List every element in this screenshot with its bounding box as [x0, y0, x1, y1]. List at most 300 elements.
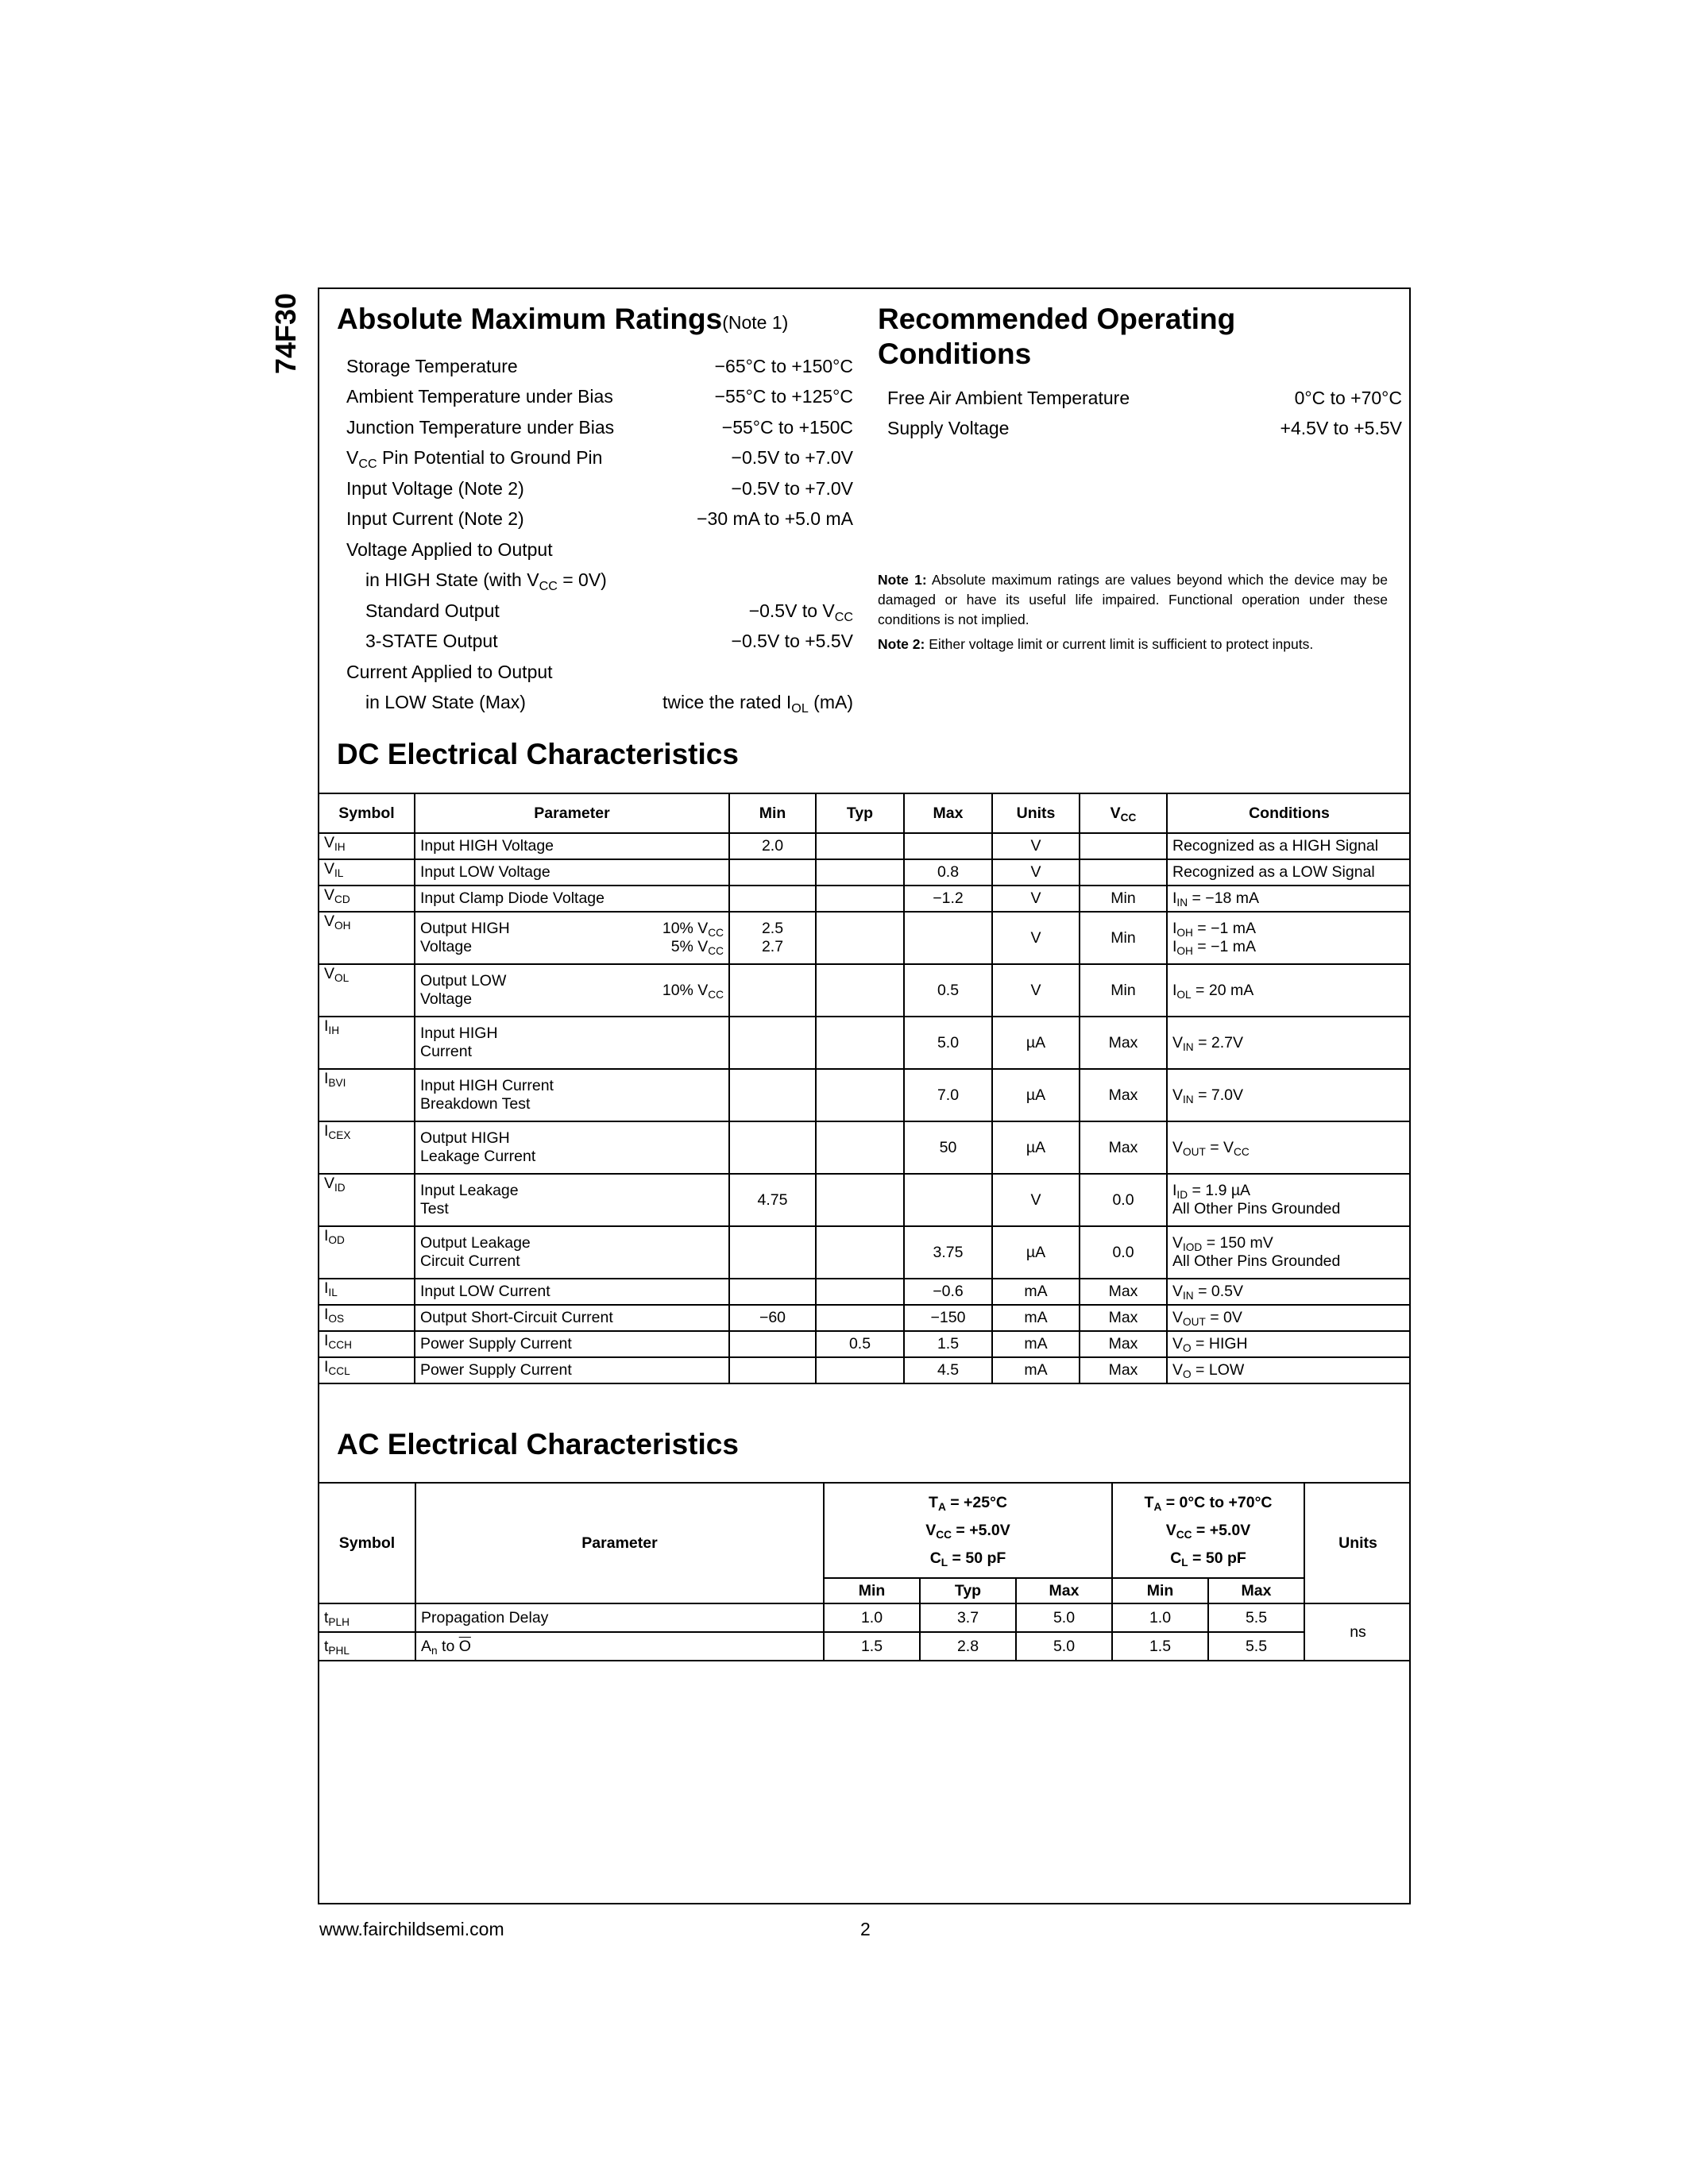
dc-row — [319, 859, 1411, 886]
footer-page-number: 2 — [860, 1919, 871, 1939]
dc-condition-rest: = 0V — [1205, 1309, 1242, 1326]
ac-value: 5.0 — [1016, 1603, 1112, 1632]
dc-parameter-side-sub: CC — [708, 988, 724, 1001]
dc-condition-sub: OUT — [1183, 1316, 1206, 1329]
ac-value: 5.5 — [1208, 1632, 1304, 1661]
dc-typ — [816, 1069, 904, 1121]
abs-max-row — [337, 473, 853, 504]
dc-min — [729, 1174, 816, 1226]
dc-parameter-line: Input HIGH Current — [420, 1077, 554, 1094]
dc-min — [729, 1017, 816, 1069]
dc-min — [729, 1226, 816, 1279]
ac-symbol-main: t — [324, 1608, 329, 1626]
dc-row — [319, 912, 1411, 964]
rec-op-label: Free Air Ambient Temperature — [887, 387, 1130, 408]
dc-row — [319, 964, 1411, 1017]
dc-min — [729, 1357, 816, 1383]
dc-symbol-sub: CCL — [328, 1365, 350, 1378]
dc-parameter-line: Current — [420, 1043, 473, 1060]
dc-conditions — [1167, 1069, 1411, 1121]
dc-symbol-main: I — [324, 1017, 329, 1035]
dc-conditions — [1167, 1121, 1411, 1174]
ac-subheader-max: Max — [1016, 1578, 1112, 1603]
dc-header-units: Units — [992, 793, 1080, 833]
ac-subheader-min: Min — [1112, 1578, 1208, 1603]
dc-symbol-sub: OD — [328, 1234, 345, 1247]
dc-max — [904, 1017, 992, 1069]
dc-parameter-line: Voltage — [420, 990, 473, 1008]
dc-symbol-sub: IL — [334, 867, 344, 880]
ac-symbol — [319, 1603, 415, 1632]
dc-symbol-sub: ID — [334, 1182, 346, 1194]
dc-condition-rest: = 7.0V — [1193, 1086, 1244, 1104]
abs-max-label — [337, 657, 643, 688]
dc-symbol-sub: OL — [334, 972, 350, 985]
dc-max-value: 0.8 — [937, 863, 960, 881]
abs-max-label — [337, 565, 643, 596]
dc-conditions — [1167, 833, 1411, 859]
dc-symbol-sub: OH — [334, 920, 351, 932]
abs-max-value-text: −55°C to +125°C — [714, 386, 853, 407]
dc-vcc-value: 0.0 — [1112, 1243, 1134, 1261]
dc-units-value: V — [1030, 889, 1041, 907]
dc-symbol-sub: CCH — [328, 1339, 352, 1352]
ac-parameter — [415, 1603, 824, 1632]
absolute-max-ratings-table — [337, 351, 853, 718]
dc-condition-sub: IOD — [1183, 1241, 1203, 1254]
dc-condition-sub: ID — [1176, 1189, 1188, 1202]
dc-symbol-main: I — [324, 1332, 329, 1349]
abs-max-label-text: Standard Output — [365, 600, 500, 621]
abs-max-value — [643, 596, 853, 627]
dc-units-value: mA — [1024, 1309, 1048, 1326]
dc-typ — [816, 859, 904, 886]
dc-typ — [816, 1174, 904, 1226]
dc-parameter — [415, 1357, 729, 1383]
abs-max-value — [643, 473, 853, 504]
abs-max-row — [337, 443, 853, 474]
abs-max-value — [643, 534, 853, 565]
dc-symbol-main: I — [324, 1358, 329, 1376]
dc-vcc-value: Max — [1108, 1309, 1138, 1326]
note-2 — [878, 635, 1388, 654]
dc-parameter-line: Power Supply Current — [420, 1361, 572, 1379]
dc-condition-rest: All Other Pins Grounded — [1172, 1200, 1341, 1217]
dc-condition-main: V — [1172, 1138, 1184, 1156]
ac-header-group-range: $T_A = 0^\circ C$ to +70°C $V_{CC} = +5.0V$ $C_L = 50$ pF — [1112, 1483, 1304, 1578]
rec-op-row — [878, 383, 1402, 414]
abs-max-label-text: Voltage Applied to Output — [346, 538, 553, 560]
dc-max-value: −1.2 — [933, 889, 964, 907]
page-frame — [318, 287, 1411, 1904]
ac-header-parameter: Parameter — [415, 1483, 824, 1603]
dc-symbol — [319, 1017, 415, 1069]
abs-max-label-text: in LOW State (Max) — [365, 692, 526, 713]
dc-max — [904, 859, 992, 886]
dc-header-vcc: $V_{CC}$ — [1080, 793, 1167, 833]
dc-typ — [816, 912, 904, 964]
recommended-operating-section — [878, 302, 1402, 444]
dc-max-value: −0.6 — [933, 1283, 964, 1300]
dc-min-value: 2.0 — [761, 837, 784, 855]
dc-parameter-line: Input HIGH — [420, 1024, 498, 1042]
dc-symbol — [319, 912, 415, 964]
dc-typ — [816, 964, 904, 1017]
dc-condition-main: V — [1172, 1033, 1184, 1051]
dc-parameter-line: Test — [420, 1200, 449, 1217]
abs-max-row — [337, 382, 853, 413]
dc-vcc — [1080, 1226, 1167, 1279]
dc-condition-line — [1172, 938, 1406, 956]
dc-parameter-lines — [420, 972, 506, 1009]
dc-symbol-sub: IH — [328, 1024, 340, 1037]
dc-condition-rest: Recognized as a LOW Signal — [1172, 863, 1375, 881]
dc-parameter — [415, 1331, 729, 1357]
abs-max-value-main: twice the rated I — [662, 692, 792, 713]
abs-max-row — [337, 688, 853, 719]
ac-header-symbol: Symbol — [319, 1483, 415, 1603]
dc-parameter-side — [662, 982, 724, 1000]
dc-row — [319, 1279, 1411, 1305]
dc-condition-line — [1172, 1309, 1406, 1327]
dc-vcc-value: Max — [1108, 1335, 1138, 1352]
dc-parameter-side-main: 5% V — [670, 938, 709, 955]
dc-header-typ: Typ — [816, 793, 904, 833]
dc-symbol — [319, 1069, 415, 1121]
recommended-operating-table — [878, 383, 1402, 444]
abs-max-value-text: −0.5V to +5.5V — [731, 631, 853, 652]
abs-max-label — [337, 382, 643, 413]
ac-value: 1.5 — [824, 1632, 920, 1661]
dc-max-value: 50 — [939, 1138, 957, 1156]
dc-typ — [816, 1017, 904, 1069]
dc-parameter-line: Leakage Current — [420, 1148, 536, 1165]
dc-typ — [816, 886, 904, 912]
dc-row — [319, 1121, 1411, 1174]
dc-condition-main: I — [1172, 920, 1177, 937]
dc-parameter — [415, 1069, 729, 1121]
dc-parameter — [415, 859, 729, 886]
dc-row — [319, 886, 1411, 912]
abs-max-value-sub: CC — [834, 609, 853, 624]
dc-vcc-value: Min — [1111, 981, 1136, 999]
dc-parameter-line: Input Leakage — [420, 1182, 519, 1199]
dc-min-line: 2.7 — [761, 938, 784, 955]
dc-min-value: −60 — [759, 1309, 786, 1326]
dc-symbol-main: V — [324, 913, 335, 930]
dc-symbol-main: V — [324, 834, 335, 851]
dc-max-value: 4.5 — [937, 1361, 960, 1379]
abs-max-value-text: −0.5V to +7.0V — [731, 447, 853, 469]
dc-parameter-line: Power Supply Current — [420, 1335, 572, 1352]
dc-min-value: 4.75 — [757, 1190, 788, 1209]
abs-max-value-sub: OL — [791, 701, 809, 716]
dc-units — [992, 886, 1080, 912]
dc-symbol — [319, 1331, 415, 1357]
dc-max — [904, 1226, 992, 1279]
note-text: Either voltage limit or current limit is sufficient to protect inputs. — [929, 636, 1314, 652]
ac-subheader-max: Max — [1208, 1578, 1304, 1603]
dc-symbol — [319, 1279, 415, 1305]
abs-max-value — [643, 657, 853, 688]
ac-symbol-sub: PLH — [328, 1615, 350, 1628]
abs-max-label-main: in HIGH State (with V — [365, 569, 539, 591]
dc-vcc — [1080, 859, 1167, 886]
dc-parameter-line — [420, 920, 724, 938]
dc-typ — [816, 1305, 904, 1331]
dc-max — [904, 1279, 992, 1305]
dc-condition-line — [1172, 1361, 1406, 1379]
abs-max-label-rest: Pin Potential to Ground Pin — [377, 447, 603, 469]
note-1 — [878, 570, 1388, 630]
ac-subheader-min: Min — [824, 1578, 920, 1603]
dc-vcc-value: Max — [1108, 1138, 1138, 1156]
ac-parameter-line2-sub: n — [431, 1644, 438, 1657]
ac-value: 2.8 — [920, 1632, 1016, 1661]
dc-characteristics-table — [319, 793, 1411, 1384]
dc-parameter-side — [671, 938, 724, 956]
dc-conditions — [1167, 859, 1411, 886]
ac-value: 1.0 — [1112, 1603, 1208, 1632]
dc-units — [992, 1357, 1080, 1383]
dc-condition-main: V — [1172, 1309, 1184, 1326]
dc-header-parameter: Parameter — [415, 793, 729, 833]
dc-condition-sub: IN — [1183, 1290, 1194, 1302]
ac-parameter-line2-main: A — [421, 1637, 432, 1655]
dc-units — [992, 912, 1080, 964]
dc-parameter — [415, 1017, 729, 1069]
dc-max-value: −150 — [930, 1309, 966, 1326]
dc-row — [319, 833, 1411, 859]
part-number-label: 74F30 — [269, 292, 302, 375]
ac-header-units: Units — [1304, 1483, 1411, 1603]
recommended-operating-title: Recommended Operating Conditions — [878, 303, 1236, 370]
dc-vcc — [1080, 1279, 1167, 1305]
dc-condition-rest: = LOW — [1191, 1361, 1245, 1379]
dc-condition-sub: IN — [1183, 1040, 1194, 1053]
dc-parameter-text: Output HIGH — [420, 920, 510, 937]
ac-parameter-overline-o: $\overline{O}$ — [458, 1637, 471, 1655]
dc-symbol-main: I — [324, 1306, 329, 1323]
abs-max-row — [337, 627, 853, 658]
dc-condition-rest: = −1 mA — [1192, 938, 1257, 955]
ac-characteristics-title: AC Electrical Characteristics — [337, 1428, 739, 1461]
abs-max-value — [643, 565, 853, 596]
dc-condition-line — [1172, 1086, 1406, 1105]
dc-parameter-line — [420, 938, 724, 956]
dc-max-value: 7.0 — [937, 1086, 960, 1104]
notes-block — [878, 570, 1388, 659]
dc-conditions — [1167, 1174, 1411, 1226]
abs-max-label-sub: CC — [539, 579, 558, 594]
abs-max-label — [337, 473, 643, 504]
abs-max-label — [337, 504, 643, 535]
dc-row — [319, 1017, 1411, 1069]
dc-characteristics-title: DC Electrical Characteristics — [337, 738, 739, 770]
dc-symbol-sub: OS — [328, 1313, 345, 1325]
abs-max-label — [337, 534, 643, 565]
dc-conditions — [1167, 912, 1411, 964]
dc-condition-sub: OH — [1176, 945, 1193, 958]
dc-parameter-side-main: 10% V — [662, 981, 709, 999]
abs-max-value-rest: (mA) — [808, 692, 853, 713]
abs-max-label-text: Input Voltage (Note 2) — [346, 477, 524, 499]
dc-vcc-value: Max — [1108, 1033, 1138, 1051]
ac-header-group-25c: $T_A = +25^\circ C$ $V_{CC} = +5.0V$ $C_L = 50$ pF — [824, 1483, 1112, 1578]
dc-units-value: V — [1030, 981, 1041, 999]
dc-max — [904, 1305, 992, 1331]
dc-parameter — [415, 964, 729, 1017]
dc-conditions — [1167, 1017, 1411, 1069]
dc-condition-main: I — [1172, 938, 1177, 955]
dc-conditions — [1167, 1357, 1411, 1383]
dc-parameter — [415, 1226, 729, 1279]
dc-vcc — [1080, 1017, 1167, 1069]
abs-max-value-main: −0.5V to V — [748, 600, 835, 621]
dc-typ — [816, 1279, 904, 1305]
dc-symbol-sub: CD — [334, 893, 350, 906]
dc-symbol-main: V — [324, 965, 335, 982]
dc-header-min: Min — [729, 793, 816, 833]
rec-op-row — [878, 414, 1402, 445]
dc-parameter-line: Input Clamp Diode Voltage — [420, 889, 605, 907]
abs-max-value — [643, 443, 853, 474]
dc-vcc-value: Max — [1108, 1361, 1138, 1379]
dc-condition-line — [1172, 889, 1406, 908]
dc-vcc — [1080, 1069, 1167, 1121]
dc-symbol-sub: IL — [328, 1287, 338, 1299]
abs-max-row — [337, 412, 853, 443]
abs-max-value-text: −30 mA to +5.0 mA — [697, 508, 853, 530]
dc-min — [729, 1305, 816, 1331]
dc-condition-sub: OH — [1176, 927, 1193, 940]
footer-website: www.fairchildsemi.com — [319, 1919, 504, 1939]
dc-max — [904, 1069, 992, 1121]
dc-units — [992, 1226, 1080, 1279]
dc-vcc — [1080, 1331, 1167, 1357]
dc-row — [319, 1357, 1411, 1383]
dc-min — [729, 1121, 816, 1174]
dc-condition-sub: OUT — [1183, 1145, 1206, 1158]
dc-max — [904, 964, 992, 1017]
dc-header-max: Max — [904, 793, 992, 833]
abs-max-row — [337, 657, 853, 688]
dc-vcc — [1080, 964, 1167, 1017]
dc-condition-main: I — [1172, 889, 1177, 907]
dc-conditions — [1167, 1305, 1411, 1331]
ac-characteristics-table — [319, 1482, 1411, 1661]
dc-min — [729, 964, 816, 1017]
dc-units-value: V — [1030, 863, 1041, 881]
dc-max — [904, 833, 992, 859]
abs-max-label — [337, 627, 643, 658]
abs-max-value — [643, 382, 853, 413]
abs-max-value — [643, 504, 853, 535]
dc-condition-rest: = V — [1205, 1138, 1234, 1156]
abs-max-value-text: −65°C to +150°C — [714, 355, 853, 376]
dc-conditions — [1167, 886, 1411, 912]
dc-condition-line — [1172, 982, 1406, 1000]
dc-typ — [816, 1121, 904, 1174]
dc-condition-main: V — [1172, 1335, 1184, 1352]
dc-max-value: 1.5 — [937, 1335, 960, 1352]
abs-max-value-text: −0.5V to +7.0V — [731, 477, 853, 499]
dc-parameter — [415, 833, 729, 859]
abs-max-label — [337, 443, 643, 474]
dc-parameter-line: Input HIGH Voltage — [420, 837, 554, 855]
dc-typ — [816, 1357, 904, 1383]
dc-units — [992, 1331, 1080, 1357]
dc-parameter — [415, 1279, 729, 1305]
dc-units — [992, 1017, 1080, 1069]
ac-parameter-line1: Propagation Delay — [421, 1608, 549, 1626]
dc-condition-main: V — [1172, 1361, 1184, 1379]
ac-symbol — [319, 1632, 415, 1661]
dc-parameter — [415, 886, 729, 912]
dc-typ — [816, 1331, 904, 1357]
dc-units — [992, 859, 1080, 886]
dc-vcc — [1080, 886, 1167, 912]
abs-max-label-text: Input Current (Note 2) — [346, 508, 524, 530]
dc-units-value: mA — [1024, 1283, 1048, 1300]
dc-max — [904, 912, 992, 964]
dc-max-value: 0.5 — [937, 981, 960, 999]
abs-max-label-text: Junction Temperature under Bias — [346, 416, 615, 438]
dc-units — [992, 964, 1080, 1017]
abs-max-row — [337, 534, 853, 565]
abs-max-value — [643, 351, 853, 382]
dc-units-value: V — [1030, 837, 1041, 855]
abs-max-row — [337, 596, 853, 627]
dc-parameter-line: Output HIGH — [420, 1129, 510, 1147]
dc-min — [729, 1069, 816, 1121]
dc-symbol — [319, 1305, 415, 1331]
ac-row — [319, 1632, 1411, 1661]
dc-max-value: 3.75 — [933, 1243, 964, 1261]
rec-op-label: Supply Voltage — [887, 418, 1010, 439]
dc-min — [729, 912, 816, 964]
dc-units — [992, 833, 1080, 859]
dc-symbol-sub: BVI — [328, 1077, 346, 1090]
dc-vcc — [1080, 912, 1167, 964]
abs-max-label-text: Current Applied to Output — [346, 661, 553, 682]
dc-condition-main: V — [1172, 1086, 1184, 1104]
dc-symbol — [319, 1357, 415, 1383]
dc-symbol-main: I — [324, 1227, 329, 1244]
dc-vcc — [1080, 1357, 1167, 1383]
dc-parameter-line: Input LOW Current — [420, 1283, 550, 1300]
rec-op-value: +4.5V to +5.5V — [1280, 418, 1402, 439]
dc-condition-rest: = −1 mA — [1192, 920, 1257, 937]
abs-max-label-text: Ambient Temperature under Bias — [346, 386, 613, 407]
dc-units — [992, 1174, 1080, 1226]
dc-units — [992, 1305, 1080, 1331]
dc-max — [904, 886, 992, 912]
dc-symbol-sub: CEX — [328, 1129, 351, 1142]
dc-condition-line — [1172, 1234, 1406, 1252]
dc-conditions — [1167, 1331, 1411, 1357]
dc-conditions — [1167, 1226, 1411, 1279]
dc-symbol-main: V — [324, 1175, 335, 1192]
dc-units — [992, 1121, 1080, 1174]
dc-units-value: mA — [1024, 1335, 1048, 1352]
note-label: Note 1: — [878, 572, 927, 588]
dc-condition-sub: O — [1183, 1368, 1192, 1381]
dc-vcc — [1080, 1121, 1167, 1174]
dc-typ — [816, 1226, 904, 1279]
dc-typ-value: 0.5 — [848, 1335, 871, 1352]
ac-value: 5.0 — [1016, 1632, 1112, 1661]
